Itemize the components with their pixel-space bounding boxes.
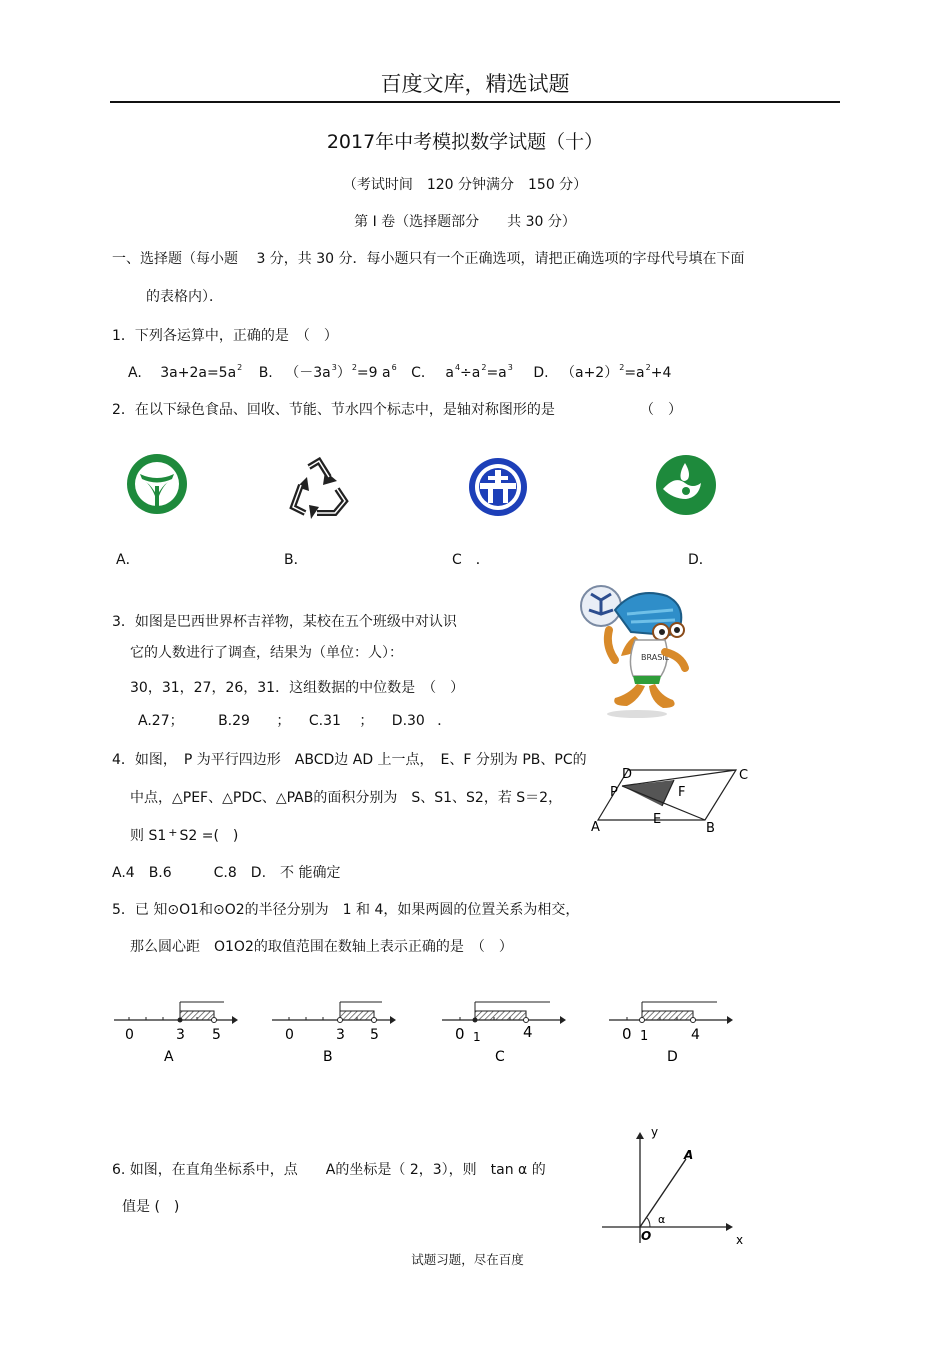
q1-b-text2: ） — [336, 365, 351, 381]
tick-label: 3 — [336, 1027, 345, 1043]
q2-label-d: D． — [688, 552, 713, 568]
site-header: 百度文库，精选试题 — [380, 72, 570, 96]
number-line-c — [440, 996, 570, 1066]
q1-stem: 1．下列各运算中，正确的是 （ ） — [112, 328, 338, 344]
water-saving-logo-icon — [655, 453, 717, 517]
q3-line1: 3．如图是巴西世界杯吉祥物，某校在五个班级中对认识 — [112, 614, 457, 630]
q3-options — [138, 710, 451, 730]
option-label: B — [323, 1049, 333, 1065]
page-footer: 试题习题，尽在百度 — [411, 1252, 524, 1267]
energy-saving-logo-icon — [467, 456, 529, 518]
option-label: D — [667, 1049, 678, 1065]
q1-a-label: A. — [128, 365, 142, 381]
q1-d-label: D. — [533, 365, 549, 381]
q3-separator: ； — [359, 713, 374, 729]
q1-b-text3: =9 a — [356, 365, 391, 381]
header-divider — [110, 101, 840, 103]
recycle-logo-icon — [287, 457, 351, 519]
q1-d-text3: +4 — [650, 365, 672, 381]
q1-b-sup2: 2 — [351, 363, 357, 372]
q3-option-b: B.29 — [218, 713, 250, 729]
instructions-line2: 的表格内）． — [146, 289, 223, 305]
q4-line3-part2: S2 =( ) — [179, 828, 239, 844]
q4-line2: 中点，△PEF、△PDC、△PAB的面积分别为 S、S1、S2，若 S＝2， — [130, 790, 563, 806]
q1-a-text: 3a+2a=5a — [160, 365, 237, 381]
q3-option-c: C.31 — [308, 713, 341, 729]
label-a: A — [591, 820, 600, 835]
svg-text:BRASIL: BRASIL — [641, 653, 670, 662]
triangle-pef-shaded — [622, 780, 674, 806]
q1-c-sup3: 3 — [507, 363, 513, 372]
number-line-d — [607, 996, 737, 1066]
option-label: C — [495, 1049, 505, 1065]
tick-label: 1 — [640, 1029, 649, 1044]
q3-option-d: D.30 — [391, 713, 425, 729]
tick-label: 3 — [176, 1027, 185, 1043]
label-b: B — [706, 821, 715, 836]
q5-line2: 那么圆心距 O1O2的取值范围在数轴上表示正确的是 （ ） — [130, 939, 513, 955]
q2-stem: 2．在以下绿色食品、回收、节能、节水四个标志中，是轴对称图形的是 — [112, 402, 555, 418]
coordinate-figure — [598, 1125, 748, 1247]
q3-period: ． — [437, 713, 452, 729]
q1-b-sup3: 6 — [391, 363, 397, 372]
tick-label: 1 — [473, 1030, 481, 1044]
q3-option-a: A.27； — [138, 713, 184, 729]
q1-c-sup1: 4 — [454, 363, 461, 372]
x-axis-label: x — [736, 1233, 744, 1247]
q1-d-sup1: 2 — [619, 363, 625, 372]
q1-d-sup2: 2 — [645, 363, 651, 372]
q4-line1: 4．如图， P 为平行四边形 ABCD边 AD 上一点， E、F 分别为 PB、PC的 — [112, 752, 587, 768]
exam-info: （考试时间 120 分钟满分 150 分） — [342, 177, 588, 193]
q4-line3-plus: + — [168, 826, 178, 839]
label-c: C — [739, 768, 749, 783]
q1-d-text2: =a — [624, 365, 645, 381]
tick-label: 5 — [212, 1027, 221, 1043]
q1-d-text1: （a+2） — [561, 365, 619, 381]
parallelogram-figure — [588, 762, 753, 836]
instructions-line1: 一、选择题（每小题 3 分，共 30 分．每小题只有一个正确选项，请把正确选项的字母代号填在下面 — [112, 251, 745, 267]
q1-c-text2: ÷a — [460, 365, 481, 381]
option-label: A — [164, 1049, 174, 1065]
green-food-logo-icon — [126, 452, 188, 516]
q3-separator: ； — [276, 713, 291, 729]
tick-label: 0 — [455, 1025, 465, 1043]
q4-options: A.4 B.6 C.8 D. 不 能确定 — [112, 865, 341, 881]
number-line-b — [270, 996, 400, 1066]
q1-b-text1: （－3a — [285, 365, 331, 381]
label-f: F — [678, 785, 686, 800]
q2-label-b: B． — [284, 552, 308, 568]
y-axis-label: y — [651, 1125, 659, 1139]
q4-line3 — [130, 825, 238, 845]
tick-label: 0 — [622, 1025, 632, 1043]
q3-line3: 30，31，27，26，31．这组数据的中位数是 （ ） — [130, 680, 465, 696]
tick-label: 5 — [370, 1027, 379, 1043]
point-a-label: A — [684, 1148, 694, 1162]
exam-title: 2017年中考模拟数学试题（十） — [326, 131, 604, 153]
q1-b-sup1: 3 — [331, 363, 337, 372]
world-cup-mascot-image — [575, 580, 700, 720]
q2-label-c: C ． — [452, 552, 490, 568]
tick-label: 0 — [125, 1027, 134, 1043]
q2-paren: （ ） — [640, 402, 682, 418]
number-line-a — [112, 996, 242, 1066]
origin-label: O — [641, 1229, 652, 1243]
section-heading: 第 Ⅰ 卷（选择题部分 共 30 分） — [354, 214, 576, 230]
q1-a-sup: 2 — [237, 363, 243, 372]
label-p: P — [610, 785, 618, 800]
label-d: D — [622, 767, 633, 782]
q6-line1: 6. 如图，在直角坐标系中，点 A的坐标是（ 2，3），则 tan α 的 — [112, 1162, 546, 1178]
tick-label: 0 — [285, 1027, 294, 1043]
q3-line2: 它的人数进行了调查，结果为（单位：人）： — [130, 645, 403, 661]
q1-c-text1: a — [445, 365, 454, 381]
q1-c-label: C． — [411, 365, 435, 381]
q1-c-sup2: 2 — [481, 363, 487, 372]
tick-label: 4 — [691, 1027, 700, 1043]
q1-c-text3: =a — [486, 365, 507, 381]
q2-label-a: A． — [116, 552, 140, 568]
q6-line2: 值是 ( ) — [122, 1199, 180, 1215]
tick-label: 4 — [523, 1023, 533, 1041]
label-e: E — [653, 812, 662, 827]
q5-line1: 5．已 知⊙O1和⊙O2的半径分别为 1 和 4，如果两圆的位置关系为相交， — [112, 902, 580, 918]
q1-b-label: B. — [258, 365, 273, 381]
q1-options — [128, 362, 671, 382]
q4-line3-part1: 则 S1 — [130, 828, 167, 844]
alpha-label: α — [658, 1213, 666, 1226]
